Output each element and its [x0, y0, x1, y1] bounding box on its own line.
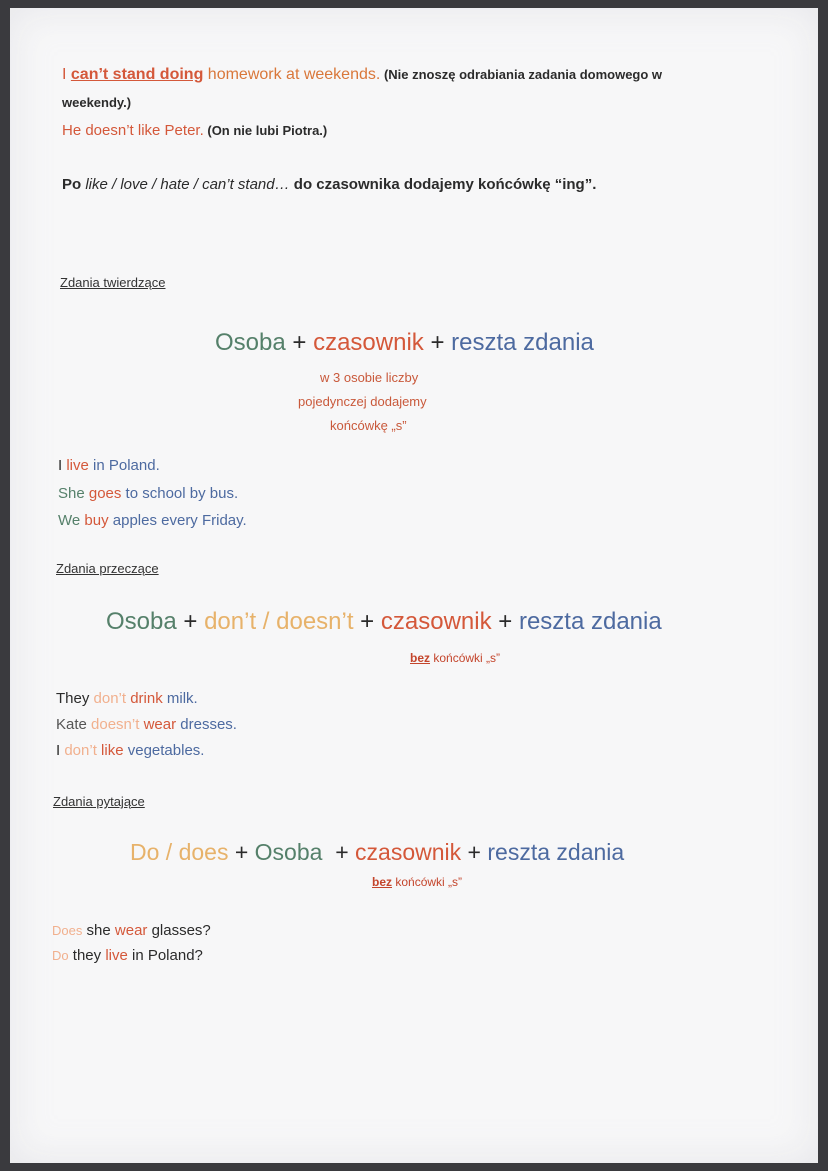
document-page	[10, 8, 818, 1163]
formula-subject: Osoba	[106, 608, 177, 635]
verb: goes	[88, 485, 122, 502]
negative-example-3	[56, 742, 204, 759]
formula-auxiliary: don’t / doesn’t	[204, 608, 354, 635]
text: she	[82, 922, 115, 939]
plus: +	[228, 839, 255, 865]
text: He doesn’t like Peter.	[62, 122, 204, 139]
text: do czasownika dodajemy końcówkę “ing”.	[289, 176, 597, 193]
question-example-1	[52, 922, 211, 939]
text: bez	[372, 875, 393, 889]
text: końcówki „s”	[392, 875, 463, 889]
text: apples every Friday.	[108, 512, 247, 529]
text: Kate	[56, 716, 92, 733]
text: bez	[410, 651, 431, 665]
plus: +	[176, 608, 205, 635]
affirmative-note-1: w 3 osobie liczby	[320, 370, 419, 385]
text: końcówki „s”	[430, 651, 501, 665]
text: They	[56, 690, 94, 707]
formula-subject: Osoba	[215, 329, 286, 356]
negative-formula	[106, 608, 662, 636]
auxiliary: Does	[52, 923, 83, 938]
verb: live	[66, 457, 89, 474]
affirmative-formula	[215, 329, 594, 357]
formula-rest: reszta zdania	[451, 329, 594, 356]
negative-example-1	[56, 690, 198, 707]
affirmative-example-2	[58, 485, 238, 502]
auxiliary: don’t	[64, 742, 97, 759]
plus: +	[322, 839, 356, 865]
negative-example-2	[56, 716, 237, 733]
intro-line-1	[62, 66, 662, 84]
plus: +	[285, 329, 314, 356]
formula-rest: reszta zdania	[518, 608, 662, 635]
text: vegetables.	[123, 742, 205, 759]
question-note	[372, 875, 462, 889]
intro-line-2	[62, 122, 327, 139]
text: glasses?	[147, 922, 211, 939]
auxiliary: don’t	[93, 690, 127, 707]
translation: (Nie znoszę odrabiania zadania domowego w	[380, 67, 663, 82]
auxiliary: Do	[52, 948, 69, 963]
question-heading: Zdania pytające	[53, 794, 145, 809]
text: in Poland?	[127, 947, 203, 964]
text: She	[58, 485, 89, 502]
highlight-phrase: can’t stand doing	[70, 66, 204, 83]
formula-verb: czasownik	[380, 608, 492, 635]
affirmative-heading: Zdania twierdzące	[60, 275, 166, 290]
verb: wear	[139, 716, 177, 733]
text: Po	[62, 176, 86, 193]
text: dresses.	[176, 716, 237, 733]
text: they	[68, 947, 106, 964]
plus: +	[461, 839, 488, 865]
affirmative-example-3	[58, 512, 247, 529]
verb: wear	[114, 922, 148, 939]
text: in Poland.	[88, 457, 160, 474]
plus: +	[491, 608, 519, 635]
text: I	[56, 742, 65, 759]
formula-verb: czasownik	[355, 839, 462, 865]
verb: drink	[126, 690, 163, 707]
text: I	[58, 457, 67, 474]
formula-verb: czasownik	[313, 329, 424, 356]
formula-rest: reszta zdania	[487, 839, 625, 865]
ing-rule	[62, 176, 596, 193]
formula-subject: Osoba	[254, 839, 323, 865]
translation: (On nie lubi Piotra.)	[203, 123, 328, 138]
question-example-2	[52, 947, 203, 964]
intro-line-1b: weekendy.)	[62, 95, 132, 110]
affirmative-note-3: końcówkę „s”	[330, 418, 407, 433]
text: We	[58, 512, 85, 529]
affirmative-example-1	[58, 457, 160, 474]
auxiliary: doesn’t	[91, 716, 140, 733]
negative-heading: Zdania przeczące	[56, 561, 159, 576]
text: homework at weekends.	[203, 66, 381, 83]
plus: +	[353, 608, 381, 635]
formula-auxiliary: Do / does	[130, 839, 229, 865]
text: milk.	[162, 690, 198, 707]
verb: buy	[84, 512, 109, 529]
text: to school by bus.	[121, 485, 239, 502]
verb: live	[105, 947, 128, 964]
negative-note	[410, 651, 500, 665]
question-formula	[130, 839, 624, 866]
verb: like	[96, 742, 124, 759]
verbs-list: like / love / hate / can’t stand…	[85, 176, 290, 193]
text: I	[62, 66, 71, 83]
plus: +	[423, 329, 452, 356]
affirmative-note-2: pojedynczej dodajemy	[298, 394, 427, 409]
